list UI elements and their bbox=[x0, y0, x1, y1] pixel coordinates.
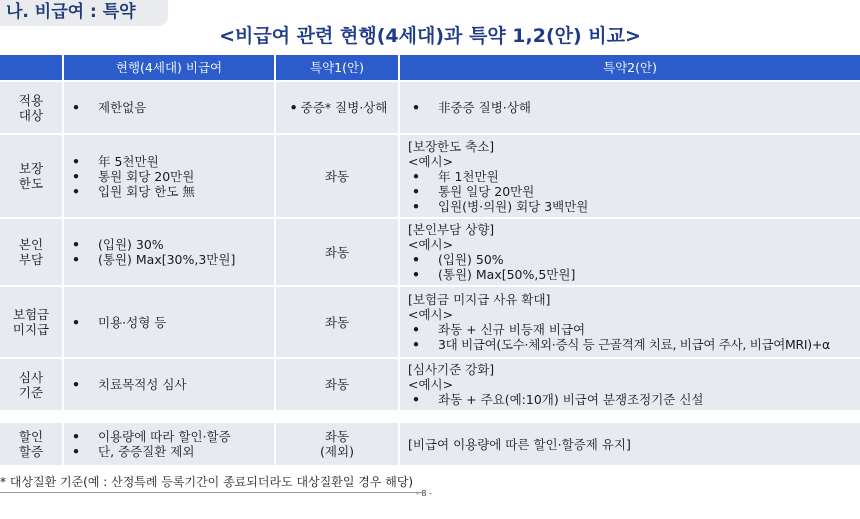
list-item-text: 입원(병·의원) 회당 3백만원 bbox=[438, 198, 589, 214]
list-item-text: (통원) Max[30%,3만원] bbox=[98, 252, 236, 267]
list-item bbox=[72, 184, 274, 199]
table-row bbox=[0, 423, 860, 467]
bullet: • bbox=[412, 198, 420, 214]
row-label: 할인 할증 bbox=[0, 423, 64, 465]
list-item-text: 단, 중증질환 제외 bbox=[98, 444, 195, 459]
list-item bbox=[72, 315, 274, 330]
bullet: • bbox=[412, 183, 420, 199]
list-item bbox=[408, 100, 860, 115]
bullet: • bbox=[412, 100, 420, 115]
list-item-text: 이용량에 따라 할인·할증 bbox=[98, 429, 231, 444]
list-item-text: 年 5천만원 bbox=[98, 153, 159, 169]
plan2-heading: [비급여 이용량에 따른 할인·할증제 유지] bbox=[408, 436, 631, 452]
page-title: <비급여 관련 현행(4세대)과 특약 1,2(안) 비교> bbox=[219, 25, 641, 47]
list-item-text: 제한없음 bbox=[98, 100, 147, 115]
plan2-cell bbox=[400, 135, 860, 217]
bullet: • bbox=[412, 322, 420, 337]
comparison-table bbox=[0, 55, 860, 467]
current-cell bbox=[64, 359, 276, 410]
list-item bbox=[72, 444, 274, 459]
row-label: 본인 부담 bbox=[0, 219, 64, 285]
list-item bbox=[408, 392, 860, 407]
list-item bbox=[72, 429, 274, 444]
bullet: • bbox=[412, 267, 420, 282]
plan2-example-label: <예시> bbox=[408, 153, 454, 169]
list-item bbox=[408, 267, 860, 282]
list-item-text: 통원 회당 20만원 bbox=[98, 168, 195, 184]
list-item-text: 非중증 질병·상해 bbox=[438, 100, 531, 115]
current-cell bbox=[64, 423, 276, 465]
current-cell bbox=[64, 135, 276, 217]
footnote: * 대상질환 기준(예 : 산정특례 등록기간이 종료되더라도 대상질환일 경우 해당) bbox=[0, 473, 422, 493]
list-item-text: 입원 회당 한도 無 bbox=[98, 183, 195, 199]
bullet: • bbox=[72, 237, 80, 252]
plan2-cell bbox=[400, 82, 860, 133]
plan2-example-label: <예시> bbox=[408, 377, 454, 392]
list-item bbox=[408, 169, 860, 184]
list-item-text: 좌동 + 신규 비등재 비급여 bbox=[438, 322, 586, 337]
list-item-text: 미용·성형 등 bbox=[98, 314, 167, 330]
bullet: • bbox=[72, 168, 80, 184]
list-item bbox=[408, 184, 860, 199]
table-row bbox=[0, 135, 860, 219]
current-cell bbox=[64, 82, 276, 133]
row-label: 심사 기준 bbox=[0, 359, 64, 410]
list-item-text: 3대 비급여(도수·체외·증식 등 근골격계 치료, 비급여 주사, 비급여MRI)+α bbox=[438, 337, 830, 352]
plan2-heading: [심사기준 강화] bbox=[408, 362, 495, 377]
plan2-cell bbox=[400, 359, 860, 410]
table-row bbox=[0, 359, 860, 412]
bullet: • bbox=[72, 183, 80, 199]
bullet: • bbox=[72, 314, 80, 330]
row-label: 적용 대상 bbox=[0, 82, 64, 133]
current-cell bbox=[64, 287, 276, 357]
plan1-cell: 좌동 bbox=[276, 359, 400, 410]
bullet: • bbox=[72, 252, 80, 267]
plan2-cell bbox=[400, 219, 860, 285]
header-cell-plan1: 특약1(안) bbox=[276, 55, 400, 80]
list-item bbox=[408, 199, 860, 214]
list-item bbox=[72, 100, 274, 115]
list-item-text: 좌동 + 주요(예:10개) 비급여 분쟁조정기준 신설 bbox=[438, 392, 704, 407]
list-item bbox=[72, 154, 274, 169]
bullet: • bbox=[72, 153, 80, 169]
page-number: - 8 - bbox=[416, 489, 432, 498]
plan2-heading: [보험금 미지급 사유 확대] bbox=[408, 292, 551, 307]
list-item-text: 통원 일당 20만원 bbox=[438, 183, 535, 199]
bullet: • bbox=[72, 429, 80, 444]
bullet: • bbox=[412, 168, 420, 184]
list-item bbox=[408, 252, 860, 267]
bullet: • bbox=[72, 377, 80, 392]
plan1-cell: 좌동 bbox=[276, 219, 400, 285]
bullet: • bbox=[289, 100, 298, 115]
plan2-example-label: <예시> bbox=[408, 237, 454, 252]
bullet: • bbox=[72, 444, 80, 459]
list-item-text: (통원) Max[50%,5만원] bbox=[438, 267, 576, 282]
plan1-cell: 좌동 bbox=[276, 287, 400, 357]
plan1-cell: 좌동 (제외) bbox=[276, 423, 400, 465]
list-item bbox=[72, 252, 274, 267]
plan1-cell: 좌동 bbox=[276, 135, 400, 217]
current-cell bbox=[64, 219, 276, 285]
list-item bbox=[72, 377, 274, 392]
row-label: 보험금 미지급 bbox=[0, 287, 64, 357]
plan2-cell bbox=[400, 423, 860, 465]
header-cell-label bbox=[0, 55, 64, 80]
list-item-text: (입원) 30% bbox=[98, 237, 164, 252]
plan2-example-label: <예시> bbox=[408, 307, 454, 322]
list-item-text: (입원) 50% bbox=[438, 252, 504, 267]
table-row bbox=[0, 219, 860, 287]
row-label: 보장 한도 bbox=[0, 135, 64, 217]
plan2-heading: [보장한도 축소] bbox=[408, 138, 495, 154]
row-gap bbox=[0, 412, 860, 423]
plan1-cell bbox=[276, 82, 400, 133]
bullet: • bbox=[72, 100, 80, 115]
list-item-text: 중증* 질병·상해 bbox=[300, 100, 388, 115]
list-item bbox=[408, 322, 860, 337]
plan2-cell bbox=[400, 287, 860, 357]
plan2-heading: [본인부담 상향] bbox=[408, 222, 495, 237]
list-item-text: 年 1천만원 bbox=[438, 168, 499, 184]
bullet: • bbox=[412, 337, 420, 352]
table-header-row bbox=[0, 55, 860, 82]
list-item bbox=[72, 237, 274, 252]
bullet: • bbox=[412, 392, 420, 407]
list-item bbox=[408, 337, 860, 352]
list-item bbox=[287, 100, 388, 115]
list-item-text: 치료목적성 심사 bbox=[98, 377, 187, 392]
table-row bbox=[0, 287, 860, 359]
list-item bbox=[72, 169, 274, 184]
header-cell-current: 현행(4세대) 비급여 bbox=[64, 55, 276, 80]
header-cell-plan2: 특약2(안) bbox=[603, 60, 657, 75]
section-tab: 나. 비급여 : 특약 bbox=[0, 0, 168, 26]
table-row bbox=[0, 82, 860, 135]
bullet: • bbox=[412, 252, 420, 267]
